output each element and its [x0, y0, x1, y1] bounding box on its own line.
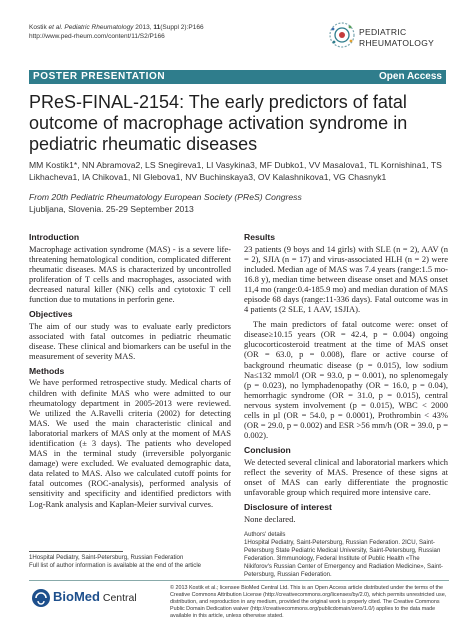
- poster-presentation-label: POSTER PRESENTATION: [33, 71, 166, 82]
- authors-details: [244, 531, 449, 579]
- article-title: PReS-FINAL-2154: The early predictors of fatal outcome of macrophage activation syndrome in pediatric rheumatic diseases: [29, 92, 408, 154]
- citation-line: Kostik et al. Pediatric Rheumatology 2013, 11(Suppl 2):P166: [29, 24, 204, 31]
- license-text: © 2013 Kostik et al.; licensee BioMed Central Ltd. This is an Open Access article distributed under the terms of the Creative Commons Attribution License (http://creativecommons.org/licenses/by/2.0), which permits unrestricted use, distribution, and reproduction in any medium, provided the original work is properly cited. The Creative Commons Public Domain Dedication waiver (http://creativecommons.org/publicdomain/zero/1.0/) applies to the data made available in this article, unless otherwise stated.: [170, 585, 447, 620]
- methods-heading: Methods: [29, 365, 65, 376]
- from-line-2: Ljubljana, Slovenia. 25-29 September 2013: [29, 203, 194, 214]
- author-list: MM Kostik1*, NN Abramova2, LS Snegireva1, LI Vasykina3, MF Dubko1, VV Masalova1, TL Kornishina1, TS Likhacheva1, IA Chikova1, NI Glebova1, NV Buchinskaya3, OV Kalashnikova1, VG Chasnyk1: [29, 160, 442, 182]
- open-access-label: Open Access: [379, 71, 442, 82]
- introduction-heading: Introduction: [29, 232, 80, 242]
- publisher-divider: [29, 580, 449, 581]
- results-heading: Results: [244, 232, 276, 242]
- biomed-central-logo: [31, 587, 143, 609]
- authors-details-text: 1Hospital Pediatry, Saint-Petersburg, Russian Federation. 2ICU, Saint-Petersburg State Pediatric Medical University, Saint-Petersburg, Russian Federation. 3Immunology, Federal Institute of Public Health «The Nikiforov's Russian Center of Emergency and Radiation Medicine», Saint-Petersburg, Russian Federation.: [244, 539, 443, 578]
- section-banner: [29, 70, 446, 84]
- biomed-central-logo-icon: [31, 588, 51, 608]
- footnote-divider: [29, 551, 123, 552]
- disclosure-heading: Disclosure of interest: [244, 502, 332, 513]
- article-url[interactable]: http://www.ped-rheum.com/content/11/S2/P166: [29, 33, 165, 40]
- right-column: [244, 232, 448, 529]
- publisher-name: BioMed Central: [53, 589, 137, 604]
- footnote: [29, 554, 234, 570]
- results-text-1: 23 patients (9 boys and 14 girls) with SLE (n = 2), AAV (n = 2), SJIA (n = 17) and virus-associated HLH (n = 2) were included. Median age of MAS was 7.4 years (range:1.5 mo-16.8 y), median time between disease onset and MAS onset 11,4 mo (range:0.4-185.9 mo) and median duration of MAS episode 68 days (range:11-336 days). Fatal outcome was in 4 patients (2 SLE, 1 AAV, 1SJIA).: [244, 243, 448, 315]
- journal-logo-line1: PEDIATRIC: [359, 27, 407, 37]
- footnote-affiliation: 1Hospital Pediatry, Saint-Petersburg, Russian Federation: [29, 554, 184, 561]
- objectives-text: The aim of our study was to evaluate early predictors associated with fatal outcomes in pediatric rheumatic disease. These clinical and biomarkers can be useful in the measurement of severity MAS.: [29, 320, 231, 361]
- pediatric-rheumatology-logo-icon: [327, 20, 357, 50]
- disclosure-text: None declared.: [244, 513, 296, 524]
- footnote-full-list: Full list of author information is available at the end of the article: [29, 562, 202, 569]
- conclusion-heading: Conclusion: [244, 445, 291, 456]
- conference-source: [29, 192, 449, 215]
- authors-details-heading: Authors' details: [244, 531, 286, 538]
- citation-header: [29, 23, 204, 41]
- journal-logo-line2: RHEUMATOLOGY: [359, 38, 435, 48]
- journal-logo: [327, 20, 457, 56]
- objectives-heading: Objectives: [29, 309, 73, 320]
- results-text-2: The main predictors of fatal outcome were: onset of disease≥10.15 years (OR = 42.4, p = 0.004) ongoing glucocorticosteroid treatment at the time of MAS onset (OR = 63.0, p = 0.008), flare or active course of background rheumatic disease (p = 0.015), low sodium Na≤132 mmol/l (OR = 93.0, p = 0.001), no splenomegaly (p = 0.023), no lymphadenopathy (OR = 16.0, p = 0.04), hemorrhagic syndrome (OR = 31.0, p = 0.015), central nervous system involvement (p = 0.015), WBC < 2000 cells in µl (OR = 54.0, p = 0.0001), Prothrombin < 43% (OR = 29.0, p = 0.002) and ESR >56 mm/h (OR = 39.0, p = 0.002).: [244, 319, 448, 441]
- methods-text: We have performed retrospective study. Medical charts of children with definite MAS who were admitted to our rheumatology department in 2005-2013 were reviewed. We utilized the A.Ravelli criteria (2002) for detecting MAS. We used the main characteristic clinical and laboratorial markers of MAS only at the moment of MAS identification (± 3 days). The patients who developed MAS in the terminal study (irreversible polyorganic damage) were excluded. We evaluated demographic data, data related to MAS. Also we calculated cutoff points for fatal outcomes (ROC-analysis), performed analysis of sensitivity and specificity and identified predictors with Log-Rank analysis and Kaplan-Meier survival curves.: [29, 377, 231, 509]
- introduction-text: Macrophage activation syndrome (MAS) - is a severe life-threatening hematological condition, complicated different rheumatic diseases. MAS is characterized by uncontrolled proliferation of T cells and macrophages, associated with decreased natural killer (NK) cells and cytotoxic T cell function due to mutations in perforin gene.: [29, 243, 231, 304]
- from-line-1: From 20th Pediatric Rheumatology European Society (PReS) Congress: [29, 192, 302, 202]
- left-column: [29, 232, 231, 514]
- conclusion-text: We detected several clinical and laboratorial markers which reflect the severity of MAS. Presence of these signs at onset of MAS can early differentiate the prognostic unfavorable group which required more intensive care.: [244, 456, 448, 498]
